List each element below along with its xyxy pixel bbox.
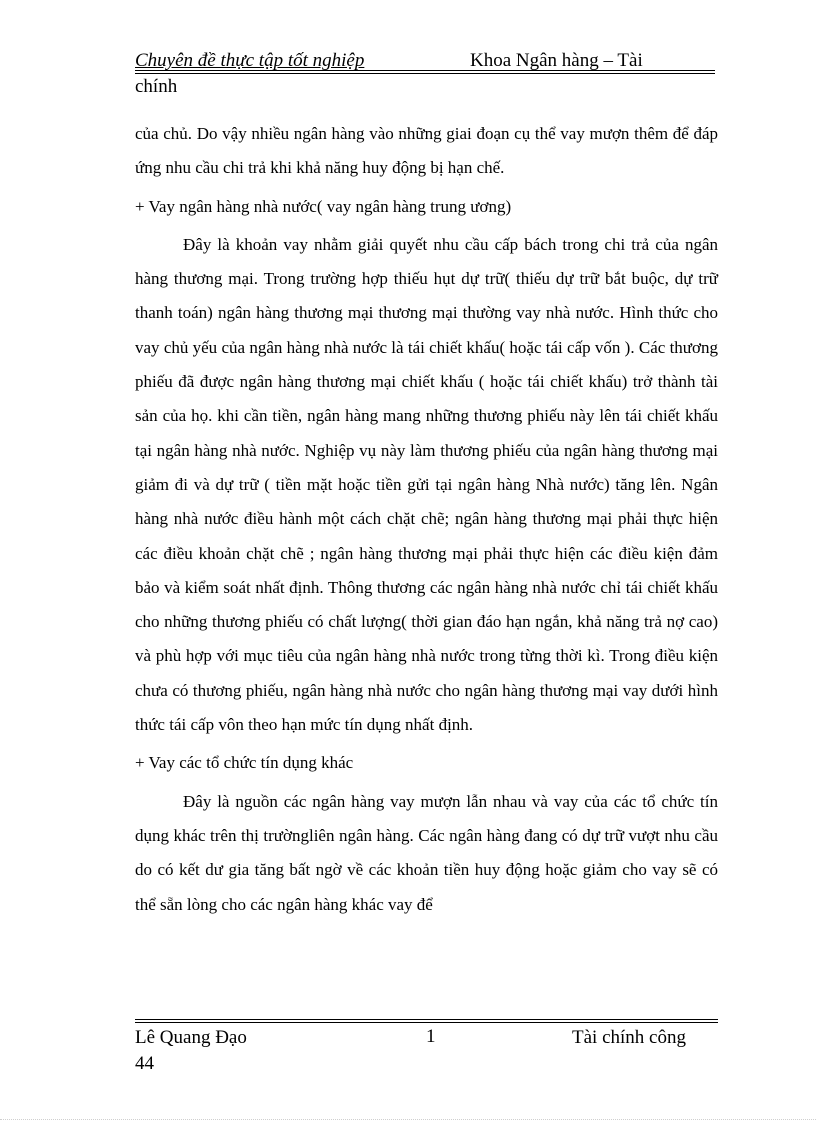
footer-author: Lê Quang Đạo: [135, 1027, 247, 1048]
footer-rule-bottom: [135, 1022, 718, 1023]
footer-rule-top: [135, 1019, 718, 1020]
footer-course-continued: 44: [135, 1053, 154, 1074]
header-department-continued: chính: [135, 76, 178, 97]
header-title: Chuyên đề thực tập tốt nghiệp: [135, 50, 365, 71]
section-heading-2: + Vay các tổ chức tín dụng khác: [135, 753, 354, 773]
document-body: [135, 117, 718, 922]
paragraph-2: Đây là khoản vay nhằm giải quyết nhu cầu cấp bách trong chi trả của ngân hàng thương mại. Trong trường hợp thiếu hụt dự trữ( thiếu dự trữ bắt buộc, dự trữ thanh toán) ngân hàng thương mại thương mại thường vay nhà nước. Hình thức cho vay chủ yếu của ngân hàng nhà nước là tái chiết khấu( hoặc tái cấp vốn ). Các thương phiếu đã được ngân hàng thương mại chiết khấu ( hoặc tái chiết khấu) trở thành tài sản của họ. khi cần tiền, ngân hàng mang những thương phiếu này lên tái chiết khấu tại ngân hàng nhà nước. Nghiệp vụ này làm thương phiếu của ngân hàng thương mại giảm đi và dự trữ ( tiền mặt hoặc tiền gửi tại ngân hàng Nhà nước) tăng lên. Ngân hàng nhà nước điều hành một cách chặt chẽ; ngân hàng thương mại phải thực hiện các điều khoản chặt chẽ ; ngân hàng thương mại phải thực hiện các điều kiện đảm bảo và kiểm soát nhất định. Thông thương các ngân hàng nhà nước chỉ tái chiết khấu cho những thương phiếu có chất lượng( thời gian đáo hạn ngắn, khả năng trả nợ cao) và phù hợp với mục tiêu của ngân hàng nhà nước trong từng thời kì. Trong điều kiện chưa có thương phiếu, ngân hàng nhà nước cho ngân hàng thương mại vay dưới hình thức tái cấp vôn theo hạn mức tín dụng nhất định.: [135, 234, 718, 735]
header-department: Khoa Ngân hàng – Tài: [470, 50, 643, 71]
paragraph-3: Đây là nguồn các ngân hàng vay mượn lẫn nhau và vay của các tổ chức tín dụng khác trên thị trườngliên ngân hàng. Các ngân hàng đang có dự trữ vượt nhu cầu do có kết dư gia tăng bất ngờ về các khoản tiền huy động hoặc giảm cho vay sẽ có thể sẵn lòng cho các ngân hàng khác vay để: [135, 791, 718, 914]
header-rule-bottom: [135, 73, 715, 74]
page-edge-divider: [0, 1119, 816, 1120]
section-heading-1: + Vay ngân hàng nhà nước( vay ngân hàng trung ương): [135, 196, 512, 216]
page-number: 1: [426, 1026, 436, 1047]
paragraph-1: của chủ. Do vậy nhiều ngân hàng vào những giai đoạn cụ thể vay mượn thêm để đáp ứng nhu cầu chi trả khi khả năng huy động bị hạn chế.: [135, 124, 718, 178]
header-rule-top: [135, 70, 715, 71]
footer-course: Tài chính công: [572, 1027, 686, 1048]
